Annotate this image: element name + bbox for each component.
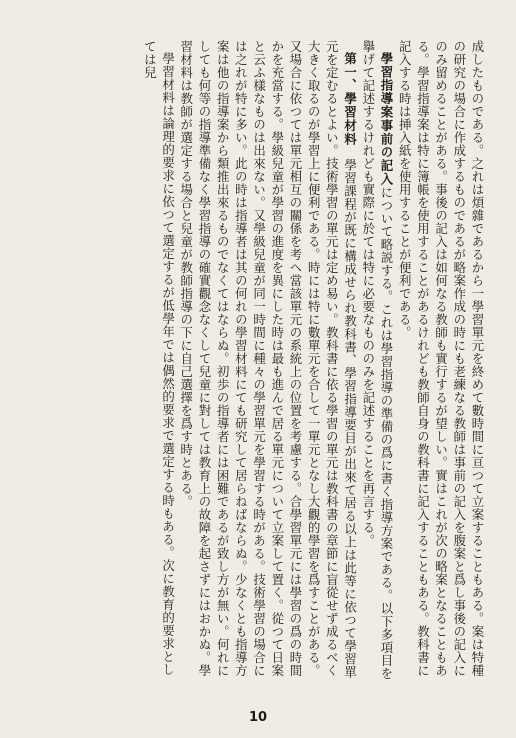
- paragraph-3: [177, 40, 359, 685]
- section-heading-learning-material: 第一、學習材料: [342, 52, 358, 147]
- section-heading-advance-notes: 學習指導案事前の記入: [378, 52, 394, 187]
- paragraph-1-text: 成したものである。之れは煩雜であるから一學習單元を終めて數時間に亘つて立案することもある。案は特種の研究の場合に作成するものであるが略案作成の時にも老練なる教師は事前の記入を腹案と爲し事後の記入にのみ留めることがある。事後の記入は如何なる教師も實行するが望しい。實はこれが次の略案となることもある。學習指導案は特に簿帳を使用することがあるけれども教師自身の教科書に記入することもある。教科書に記入する時は挿入紙を使用することが便利である。: [397, 40, 485, 677]
- paragraph-1: [395, 40, 486, 685]
- page-number: 10: [248, 710, 268, 725]
- paragraph-3-text: 學習課程が既に構成せられ教科書、學習指導要目が出來て居る以上は此等に依つて學習單元を定むるとよい。技術學習の單元は定め易い。教科書に依る學習の單元は教科書の章節に盲從せず成るべく大きく取るのが學習上に便利である。時には特に數單元を合して一單元となし大觀的學習を爲すことがある。又場合に依つては單元相互の關係を考へ當該單元の系統上の位置を考慮する。合學習單元には學習の爲の時間かを充當する。學級兒童が學習の進度を異にした時は最も進んで居る單元について立案して置く。從つて日案と云ふ樣なものは出來ない。又學級兒童が同一時間に種々の學習單元を學習する時がある。技術學習の場合には之れが特に多い。此の時は指導者は其の何れの學習材料にても研究して居らねばならぬ。少なくとも指導方案は他の指導案から類推出來るものでなくてはならぬ。初歩の指導者には困難であるが致し方が無い。何れにしても何等の指導準備なく學習指導の確實觀念なくして兒童に對しては教育上の故障を起さずにはおかぬ。學習材料は教師が選定する場合と兒童が教師指導の下に自己選擇を爲す時とある。: [178, 40, 358, 680]
- body-text: [21, 40, 486, 685]
- paragraph-4: [140, 40, 176, 685]
- paragraph-2: [359, 40, 395, 685]
- paragraph-2-text: について略説する。これは學習指導の準備の爲に書く指導方案である。以下多項目を擧げて記述するけれども實際に於ては特に必要なもののみを記述することを再言する。: [360, 40, 394, 681]
- paragraph-4-text: 學習材料は論理的要求に依つて選定するが低學年では偶然的要求で選定する時もある。次に教育的要求としては兒: [142, 40, 176, 677]
